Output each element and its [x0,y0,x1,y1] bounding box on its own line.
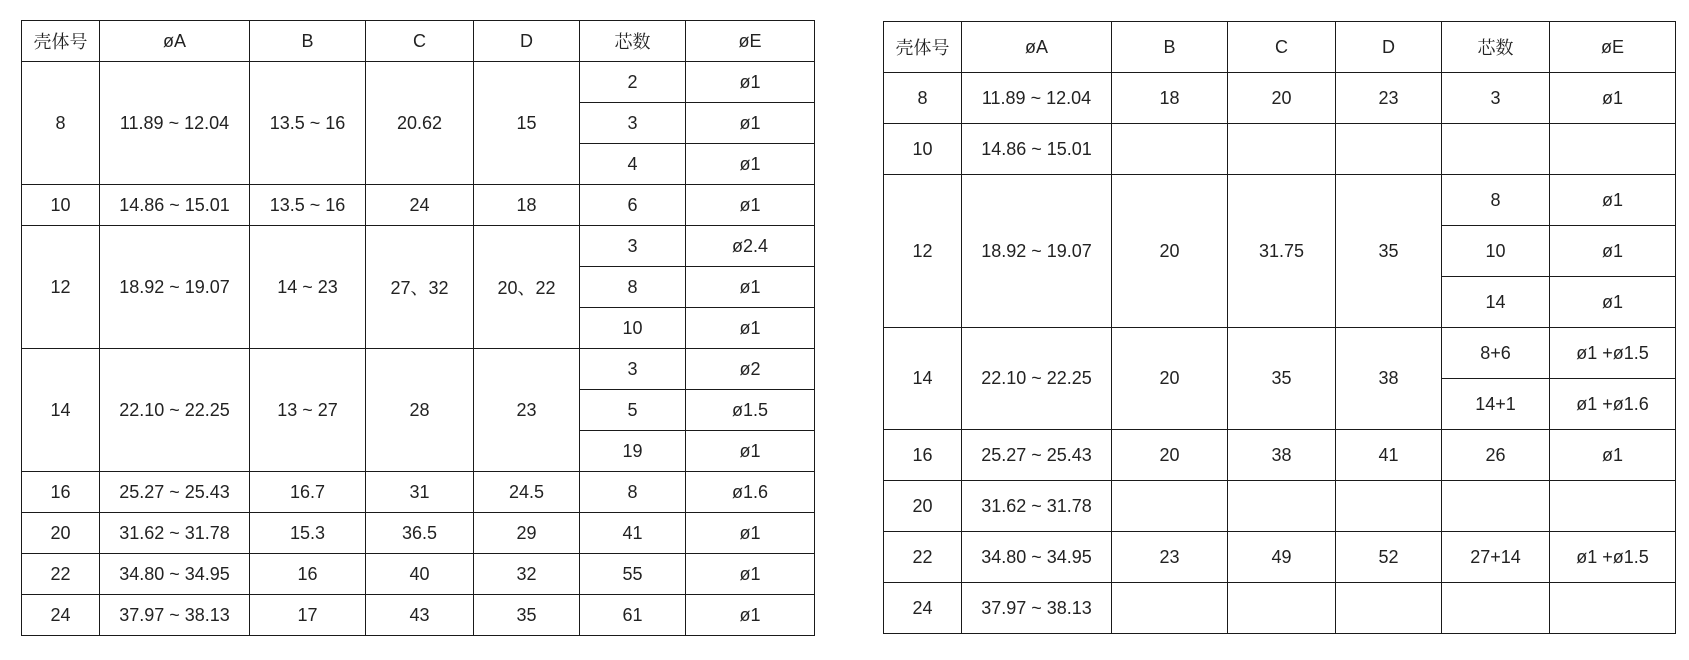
cell-diameter-e: ø1 [1550,226,1676,277]
cell-core-count [1442,481,1550,532]
table-row [884,73,1676,124]
cell-dim-d [1336,583,1442,634]
cell-diameter-e: ø1.6 [686,472,815,513]
cell-diameter-e: ø1 [686,308,815,349]
cell-dim-d: 23 [1336,73,1442,124]
cell-core-count: 27+14 [1442,532,1550,583]
cell-diameter-e: ø1 [1550,430,1676,481]
cell-diameter-a: 31.62 ~ 31.78 [962,481,1112,532]
cell-dim-d: 23 [474,349,580,472]
cell-diameter-a: 31.62 ~ 31.78 [100,513,250,554]
cell-core-count: 10 [580,308,686,349]
cell-dim-c: 40 [366,554,474,595]
cell-shell-number: 20 [884,481,962,532]
header-shell-number: 壳体号 [884,22,962,73]
cell-diameter-a: 22.10 ~ 22.25 [962,328,1112,430]
cell-diameter-e: ø1 [686,554,815,595]
header-shell-number: 壳体号 [22,21,100,62]
cell-core-count: 8 [580,267,686,308]
cell-diameter-a: 22.10 ~ 22.25 [100,349,250,472]
cell-dim-d: 38 [1336,328,1442,430]
table-row [884,430,1676,481]
cell-dim-d: 18 [474,185,580,226]
cell-dim-b: 16 [250,554,366,595]
cell-shell-number: 24 [22,595,100,636]
cell-core-count: 2 [580,62,686,103]
cell-core-count [1442,124,1550,175]
header-dim-b: B [1112,22,1228,73]
cell-diameter-e: ø1 [686,62,815,103]
cell-dim-c: 20 [1228,73,1336,124]
header-dim-b: B [250,21,366,62]
table-row [22,513,815,554]
cell-core-count: 4 [580,144,686,185]
header-core-count: 芯数 [580,21,686,62]
cell-diameter-e [1550,583,1676,634]
cell-dim-d: 35 [1336,175,1442,328]
cell-dim-b: 16.7 [250,472,366,513]
header-row [884,22,1676,73]
header-dim-d: D [474,21,580,62]
cell-diameter-e [1550,481,1676,532]
cell-diameter-e: ø1 [686,595,815,636]
cell-core-count: 61 [580,595,686,636]
cell-diameter-a: 34.80 ~ 34.95 [100,554,250,595]
table-row [22,554,815,595]
cell-shell-number: 22 [884,532,962,583]
cell-shell-number: 14 [22,349,100,472]
cell-dim-c: 43 [366,595,474,636]
cell-dim-b: 13.5 ~ 16 [250,62,366,185]
cell-diameter-e: ø1 [686,431,815,472]
cell-diameter-e: ø2 [686,349,815,390]
cell-dim-b: 20 [1112,175,1228,328]
header-row [22,21,815,62]
table-row [22,349,815,390]
cell-core-count: 10 [1442,226,1550,277]
cell-shell-number: 10 [884,124,962,175]
cell-dim-c: 36.5 [366,513,474,554]
table-body [22,62,815,636]
cell-core-count: 8 [1442,175,1550,226]
table-row [22,595,815,636]
cell-core-count: 6 [580,185,686,226]
cell-diameter-a: 14.86 ~ 15.01 [100,185,250,226]
table-row [884,532,1676,583]
cell-dim-d: 29 [474,513,580,554]
cell-dim-b: 20 [1112,430,1228,481]
cell-diameter-e: ø1 [686,185,815,226]
table-header [884,22,1676,73]
cell-dim-b: 15.3 [250,513,366,554]
table-row [22,62,815,103]
cell-dim-c [1228,583,1336,634]
cell-dim-b: 18 [1112,73,1228,124]
header-diameter-e: øE [686,21,815,62]
cell-dim-d: 32 [474,554,580,595]
cell-dim-c: 38 [1228,430,1336,481]
cell-diameter-a: 11.89 ~ 12.04 [962,73,1112,124]
cell-shell-number: 16 [884,430,962,481]
cell-diameter-e: ø1.5 [686,390,815,431]
table-row [884,124,1676,175]
header-dim-d: D [1336,22,1442,73]
cell-dim-c: 28 [366,349,474,472]
cell-diameter-e: ø1 [686,513,815,554]
cell-diameter-e: ø1 [686,267,815,308]
cell-dim-c [1228,481,1336,532]
cell-shell-number: 22 [22,554,100,595]
cell-shell-number: 20 [22,513,100,554]
header-core-count: 芯数 [1442,22,1550,73]
connector-spec-table-right [883,21,1676,634]
cell-diameter-a: 18.92 ~ 19.07 [962,175,1112,328]
table-row [884,328,1676,379]
cell-dim-b [1112,481,1228,532]
table-header [22,21,815,62]
cell-core-count: 8 [580,472,686,513]
cell-diameter-a: 34.80 ~ 34.95 [962,532,1112,583]
header-diameter-e: øE [1550,22,1676,73]
cell-diameter-a: 14.86 ~ 15.01 [962,124,1112,175]
cell-core-count: 55 [580,554,686,595]
cell-diameter-a: 37.97 ~ 38.13 [962,583,1112,634]
cell-dim-c: 31.75 [1228,175,1336,328]
table-row [884,583,1676,634]
cell-dim-d: 20、22 [474,226,580,349]
cell-dim-b: 23 [1112,532,1228,583]
cell-shell-number: 8 [884,73,962,124]
cell-dim-d: 24.5 [474,472,580,513]
cell-dim-b: 13 ~ 27 [250,349,366,472]
cell-dim-d: 41 [1336,430,1442,481]
cell-diameter-a: 11.89 ~ 12.04 [100,62,250,185]
cell-diameter-e: ø1 [1550,175,1676,226]
cell-dim-c: 27、32 [366,226,474,349]
table-row [22,226,815,267]
cell-dim-b: 17 [250,595,366,636]
cell-shell-number: 16 [22,472,100,513]
cell-diameter-a: 18.92 ~ 19.07 [100,226,250,349]
cell-diameter-a: 37.97 ~ 38.13 [100,595,250,636]
table-row [884,175,1676,226]
cell-core-count: 3 [1442,73,1550,124]
cell-dim-d: 35 [474,595,580,636]
cell-dim-d [1336,481,1442,532]
cell-diameter-e: ø2.4 [686,226,815,267]
header-dim-c: C [1228,22,1336,73]
cell-diameter-e: ø1 +ø1.6 [1550,379,1676,430]
cell-diameter-e: ø1 +ø1.5 [1550,328,1676,379]
cell-core-count: 3 [580,349,686,390]
cell-shell-number: 10 [22,185,100,226]
cell-shell-number: 12 [22,226,100,349]
cell-diameter-e: ø1 [1550,73,1676,124]
cell-dim-c: 49 [1228,532,1336,583]
cell-core-count: 26 [1442,430,1550,481]
table-row [22,472,815,513]
cell-shell-number: 14 [884,328,962,430]
cell-core-count: 3 [580,103,686,144]
cell-dim-c: 24 [366,185,474,226]
cell-core-count: 8+6 [1442,328,1550,379]
cell-dim-d [1336,124,1442,175]
cell-dim-c: 20.62 [366,62,474,185]
cell-dim-c: 35 [1228,328,1336,430]
cell-diameter-e: ø1 +ø1.5 [1550,532,1676,583]
cell-core-count [1442,583,1550,634]
header-dim-c: C [366,21,474,62]
cell-core-count: 3 [580,226,686,267]
cell-diameter-e: ø1 [1550,277,1676,328]
cell-core-count: 41 [580,513,686,554]
cell-dim-b [1112,124,1228,175]
cell-diameter-e: ø1 [686,103,815,144]
cell-core-count: 5 [580,390,686,431]
header-diameter-a: øA [962,22,1112,73]
cell-diameter-a: 25.27 ~ 25.43 [962,430,1112,481]
cell-dim-d: 52 [1336,532,1442,583]
cell-diameter-e [1550,124,1676,175]
connector-spec-table-left [21,20,815,636]
cell-dim-c [1228,124,1336,175]
cell-core-count: 19 [580,431,686,472]
cell-shell-number: 8 [22,62,100,185]
cell-shell-number: 12 [884,175,962,328]
cell-diameter-e: ø1 [686,144,815,185]
cell-dim-b: 20 [1112,328,1228,430]
cell-dim-c: 31 [366,472,474,513]
cell-dim-b: 13.5 ~ 16 [250,185,366,226]
table-row [884,481,1676,532]
header-diameter-a: øA [100,21,250,62]
table-row [22,185,815,226]
cell-dim-b [1112,583,1228,634]
cell-diameter-a: 25.27 ~ 25.43 [100,472,250,513]
cell-shell-number: 24 [884,583,962,634]
cell-dim-d: 15 [474,62,580,185]
cell-dim-b: 14 ~ 23 [250,226,366,349]
cell-core-count: 14 [1442,277,1550,328]
cell-core-count: 14+1 [1442,379,1550,430]
table-body [884,73,1676,634]
